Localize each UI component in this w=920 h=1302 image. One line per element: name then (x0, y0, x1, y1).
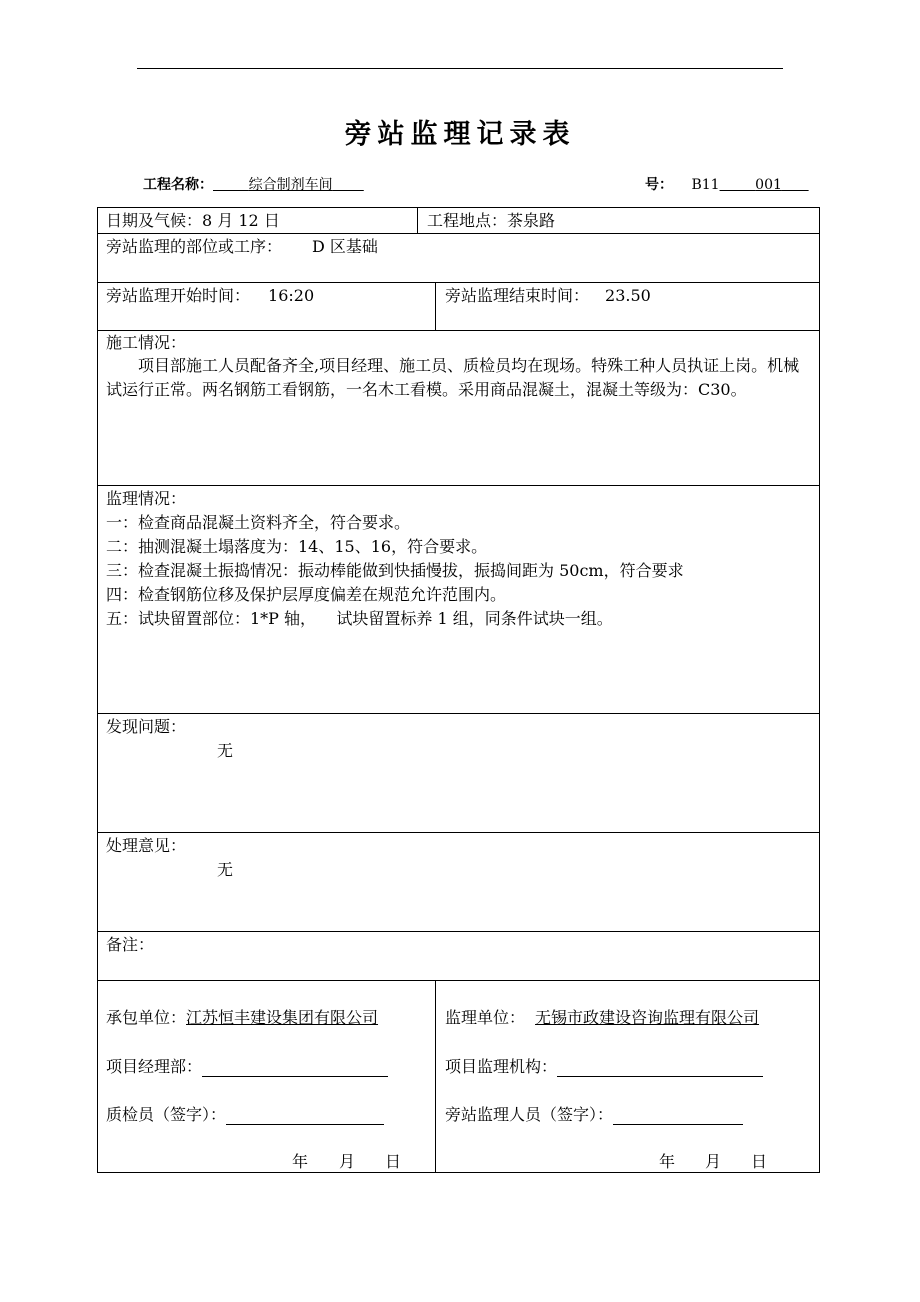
row-divider (97, 713, 820, 714)
date-weather-value: 8 月 12 日 (202, 211, 280, 230)
issues-value: 无 (217, 741, 234, 760)
contractor-inspector (106, 1105, 384, 1125)
contractor-day: 日 (385, 1152, 402, 1171)
project-location (427, 211, 555, 231)
supervisor-org-label: 项目监理机构： (445, 1057, 558, 1076)
record-table (97, 207, 820, 1173)
staff-signature-line (613, 1106, 743, 1125)
contractor-month: 月 (339, 1152, 356, 1171)
column-divider (417, 207, 418, 233)
column-divider (435, 282, 436, 330)
supervisor-month: 月 (705, 1152, 722, 1171)
supervision-item: 五：试块留置部位：1*P 轴， 试块留置标养 1 组，同条件试块一组。 (106, 609, 613, 628)
row-divider (97, 282, 820, 283)
date-weather-label: 日期及气候： (106, 211, 203, 230)
start-time-label: 旁站监理开始时间： (106, 286, 251, 305)
project-name-value: 综合制剂车间 (248, 177, 333, 193)
supervisor-year: 年 (659, 1152, 676, 1171)
project-location-value: 茶泉路 (507, 211, 556, 230)
inspector-signature-line (226, 1106, 384, 1125)
supervision-item: 四：检查钢筋位移及保护层厚度偏差在规范允许范围内。 (106, 585, 507, 604)
manager-signature-line (202, 1058, 388, 1077)
record-number (645, 174, 809, 194)
form-title: 旁站监理记录表 (344, 119, 576, 150)
remarks-label: 备注： (106, 935, 155, 954)
record-number-prefix: B11 (691, 177, 720, 193)
contractor-unit-value: 江苏恒丰建设集团有限公司 (186, 1008, 379, 1027)
header-rule (137, 68, 783, 69)
contractor-manager (106, 1057, 388, 1077)
record-number-value: 001 (755, 177, 782, 193)
construction-label: 施工情况： (106, 333, 187, 352)
contractor-inspector-label: 质检员（签字）： (106, 1105, 227, 1124)
date-weather (106, 211, 280, 231)
supervisor-unit-value: 无锡市政建设咨询监理有限公司 (535, 1008, 760, 1027)
contractor-unit (106, 1008, 378, 1028)
row-divider (97, 832, 820, 833)
handling-value: 无 (217, 860, 234, 879)
supervisor-org (445, 1057, 763, 1077)
supervision-item: 一：检查商品混凝土资料齐全，符合要求。 (106, 513, 411, 532)
start-time (106, 286, 314, 306)
end-time (445, 286, 651, 306)
project-location-label: 工程地点： (427, 211, 508, 230)
contractor-year: 年 (292, 1152, 309, 1171)
supervision-part (106, 237, 378, 257)
row-divider (97, 330, 820, 331)
supervision-item: 二：抽测混凝土塌落度为：14、15、16，符合要求。 (106, 537, 488, 556)
row-divider (97, 485, 820, 486)
project-name-label: 工程名称： (143, 177, 213, 193)
issues-label: 发现问题： (106, 717, 187, 736)
supervisor-staff-label: 旁站监理人员（签字）： (445, 1105, 614, 1124)
start-time-value: 16:20 (268, 286, 315, 305)
row-divider (97, 233, 820, 234)
supervision-part-label: 旁站监理的部位或工序： (106, 237, 283, 256)
supervision-item: 三：检查混凝土振捣情况：振动棒能做到快插慢拔，振捣间距为 50cm，符合要求 (106, 561, 684, 580)
supervisor-unit-label: 监理单位： (445, 1008, 526, 1027)
supervisor-day: 日 (751, 1152, 768, 1171)
supervision-label: 监理情况： (106, 489, 187, 508)
org-signature-line (557, 1058, 763, 1077)
row-divider (97, 980, 820, 981)
end-time-value: 23.50 (605, 286, 651, 305)
construction-text: 项目部施工人员配备齐全,项目经理、施工员、质检员均在现场。特殊工种人员执证上岗。机械试运行正常。两名钢筋工看钢筋，一名木工看模。采用商品混凝土，混凝土等级为：C30。 (106, 356, 800, 399)
contractor-manager-label: 项目经理部： (106, 1057, 203, 1076)
handling-label: 处理意见： (106, 836, 187, 855)
project-name (143, 174, 364, 194)
supervisor-unit (445, 1008, 759, 1028)
column-divider (435, 980, 436, 1173)
contractor-unit-label: 承包单位： (106, 1008, 187, 1027)
supervisor-staff (445, 1105, 743, 1125)
record-number-label: 号： (645, 177, 673, 193)
row-divider (97, 931, 820, 932)
end-time-label: 旁站监理结束时间： (445, 286, 590, 305)
supervision-part-value: D 区基础 (312, 237, 378, 256)
